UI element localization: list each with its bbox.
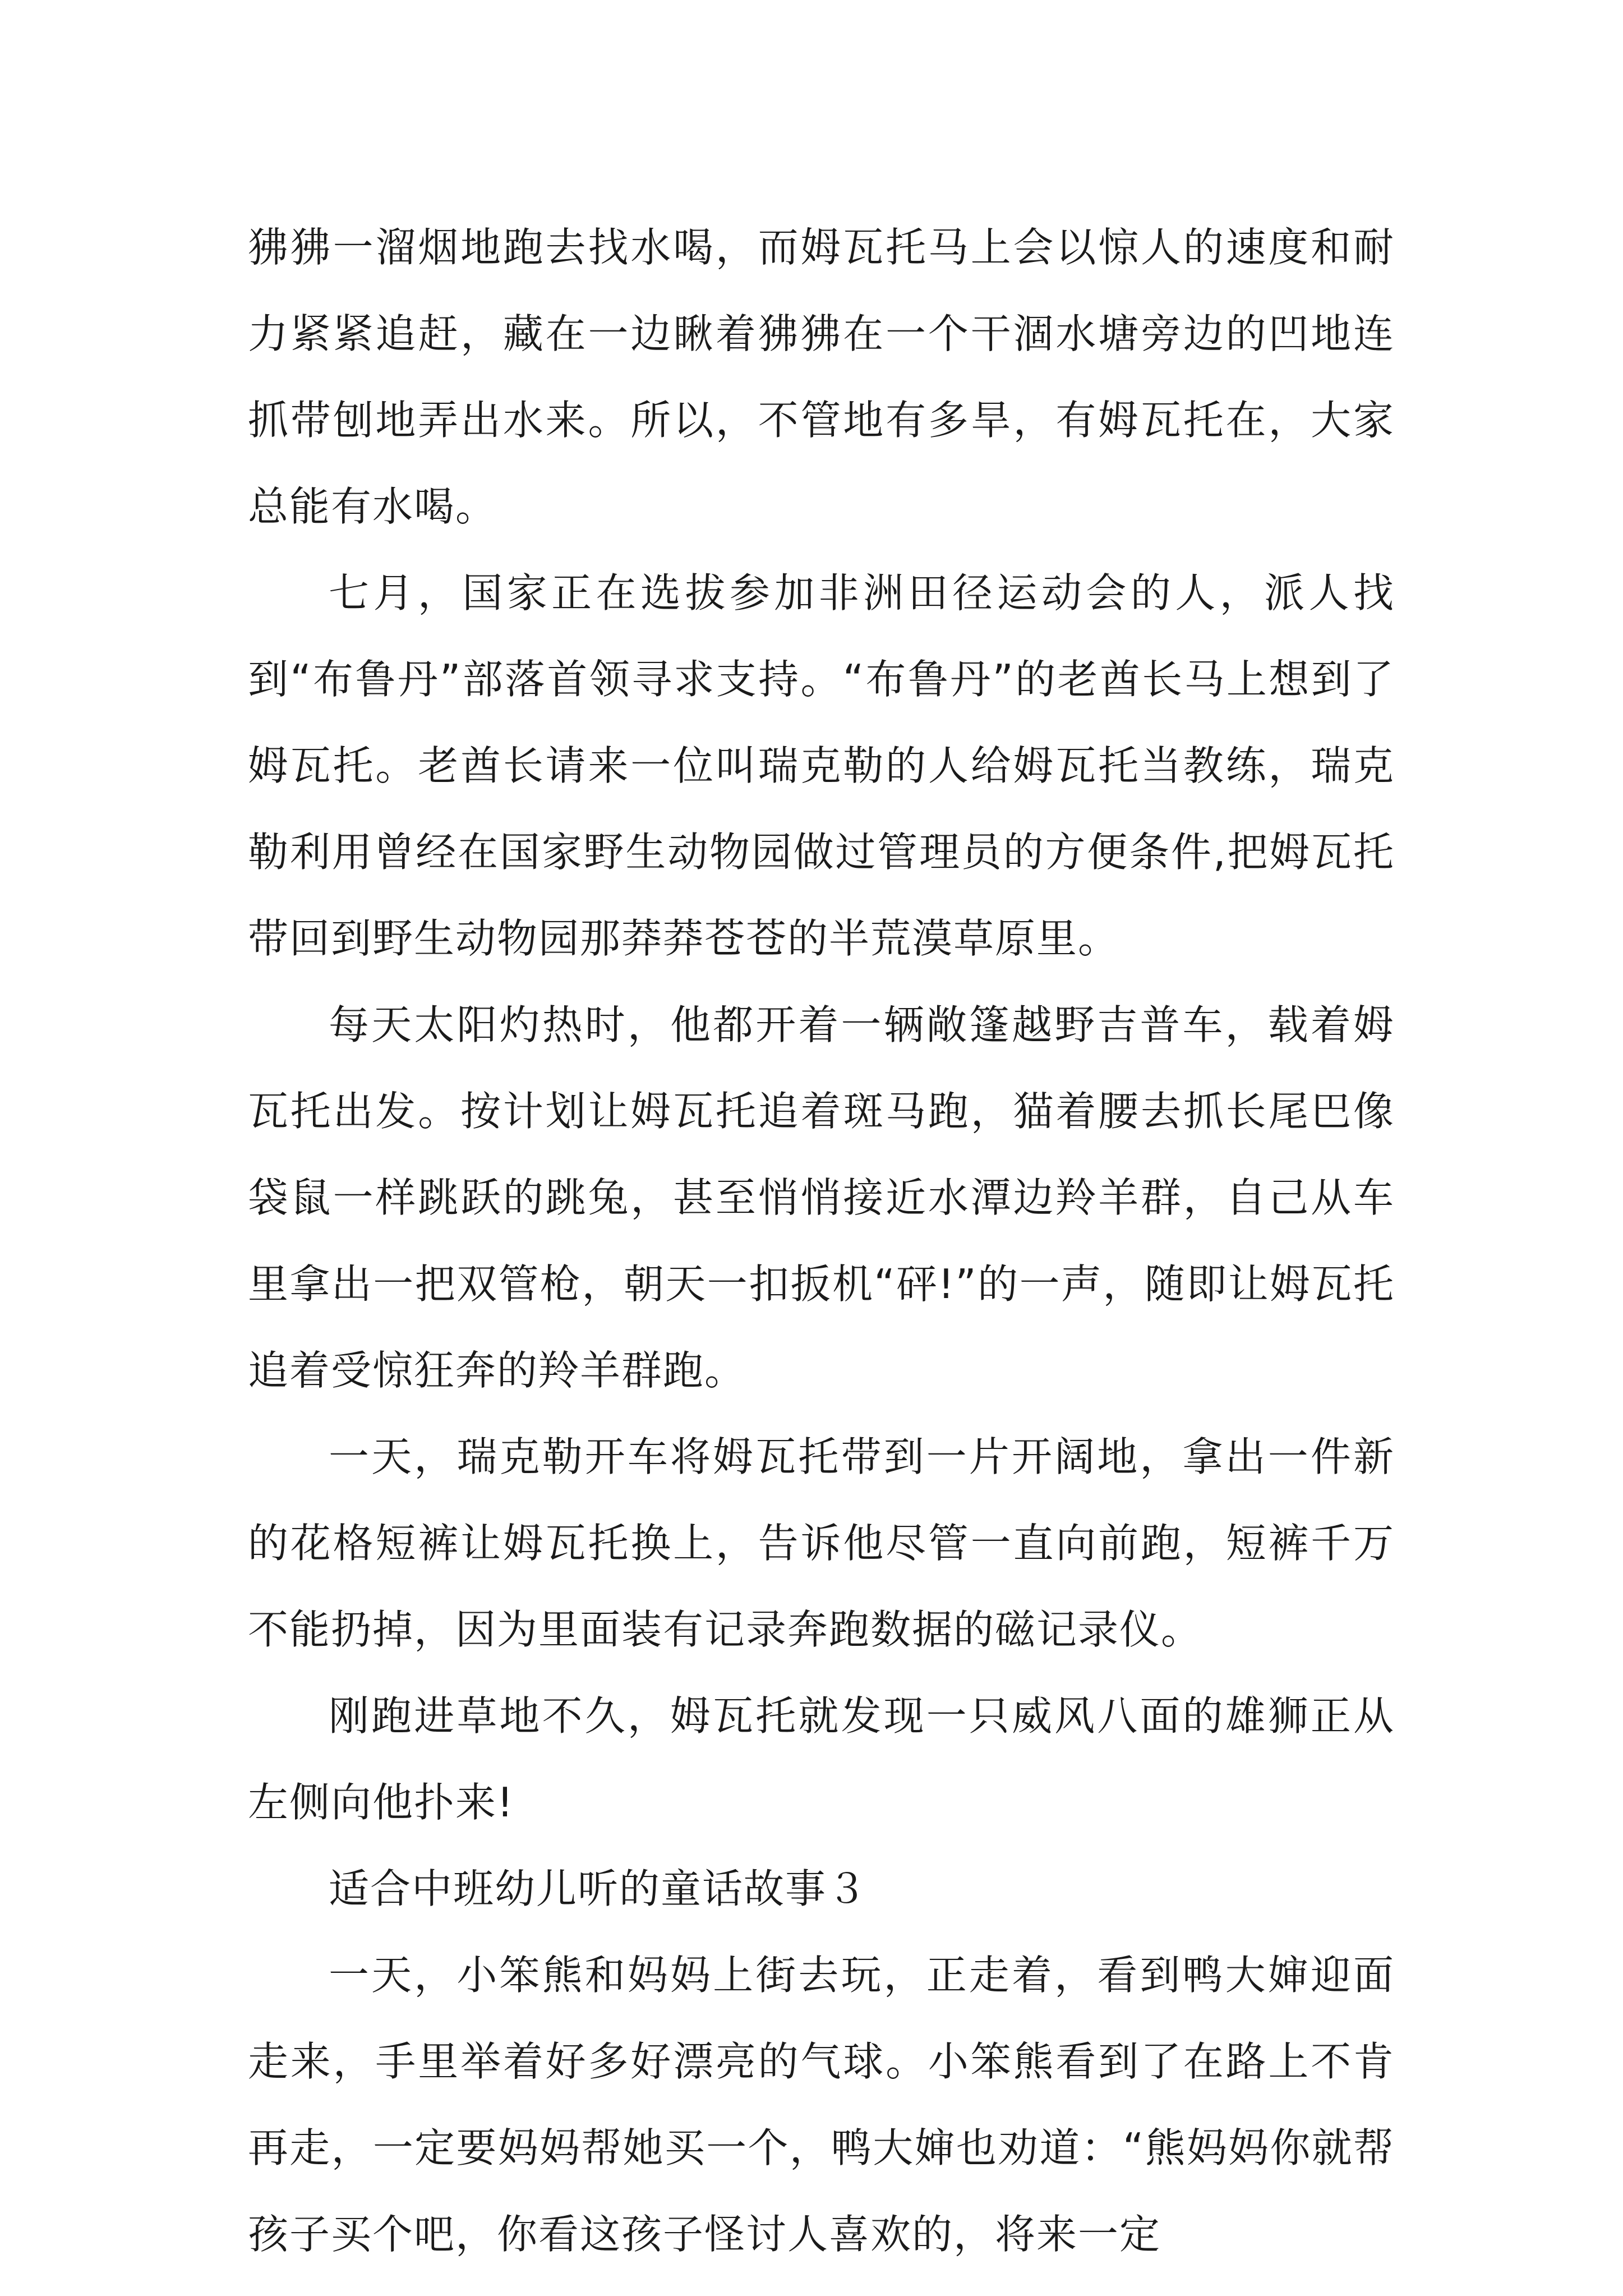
- paragraph: 刚跑进草地不久，姆瓦托就发现一只威风八面的雄狮正从左侧向他扑来!: [248, 1692, 1395, 1826]
- section-heading: 适合中班幼儿听的童话故事３: [329, 1865, 869, 1912]
- paragraph-continued: 狒狒一溜烟地跑去找水喝，而姆瓦托马上会以惊人的速度和耐力紧紧追赶，藏在一边瞅着狒狒在一个干涸水塘旁边的凹地连抓带刨地弄出水来。所以，不管地有多旱，有姆瓦托在，大家总能有水喝。: [248, 224, 1395, 530]
- paragraph: 一天，瑞克勒开车将姆瓦托带到一片开阔地，拿出一件新的花格短裤让姆瓦托换上，告诉他尽管一直向前跑，短裤千万不能扔掉，因为里面装有记录奔跑数据的磁记录仪。: [248, 1433, 1395, 1653]
- paragraph: 七月，国家正在选拔参加非洲田径运动会的人，派人找到“布鲁丹”部落首领寻求支持。“布鲁丹”的老酋长马上想到了姆瓦托。老酋长请来一位叫瑞克勒的人给姆瓦托当教练，瑞克勒利用曾经在国家野生动物园做过管理员的方便条件,把姆瓦托带回到野生动物园那莽莽苍苍的半荒漠草原里。: [248, 569, 1395, 962]
- paragraph: 每天太阳灼热时，他都开着一辆敞篷越野吉普车，载着姆瓦托出发。按计划让姆瓦托追着斑马跑，猫着腰去抓长尾巴像袋鼠一样跳跃的跳兔，甚至悄悄接近水潭边羚羊群，自己从车里拿出一把双管枪，朝天一扣扳机“砰!”的一声，随即让姆瓦托追着受惊狂奔的羚羊群跑。: [248, 1001, 1395, 1394]
- paragraph-story-start: 一天，小笨熊和妈妈上街去玩，正走着，看到鸭大婶迎面走来，手里举着好多好漂亮的气球。小笨熊看到了在路上不肯再走，一定要妈妈帮她买一个，鸭大婶也劝道：“熊妈妈你就帮孩子买个吧，你看这孩子怪讨人喜欢的，将来一定: [248, 1952, 1395, 2258]
- document-body: [248, 204, 1395, 2277]
